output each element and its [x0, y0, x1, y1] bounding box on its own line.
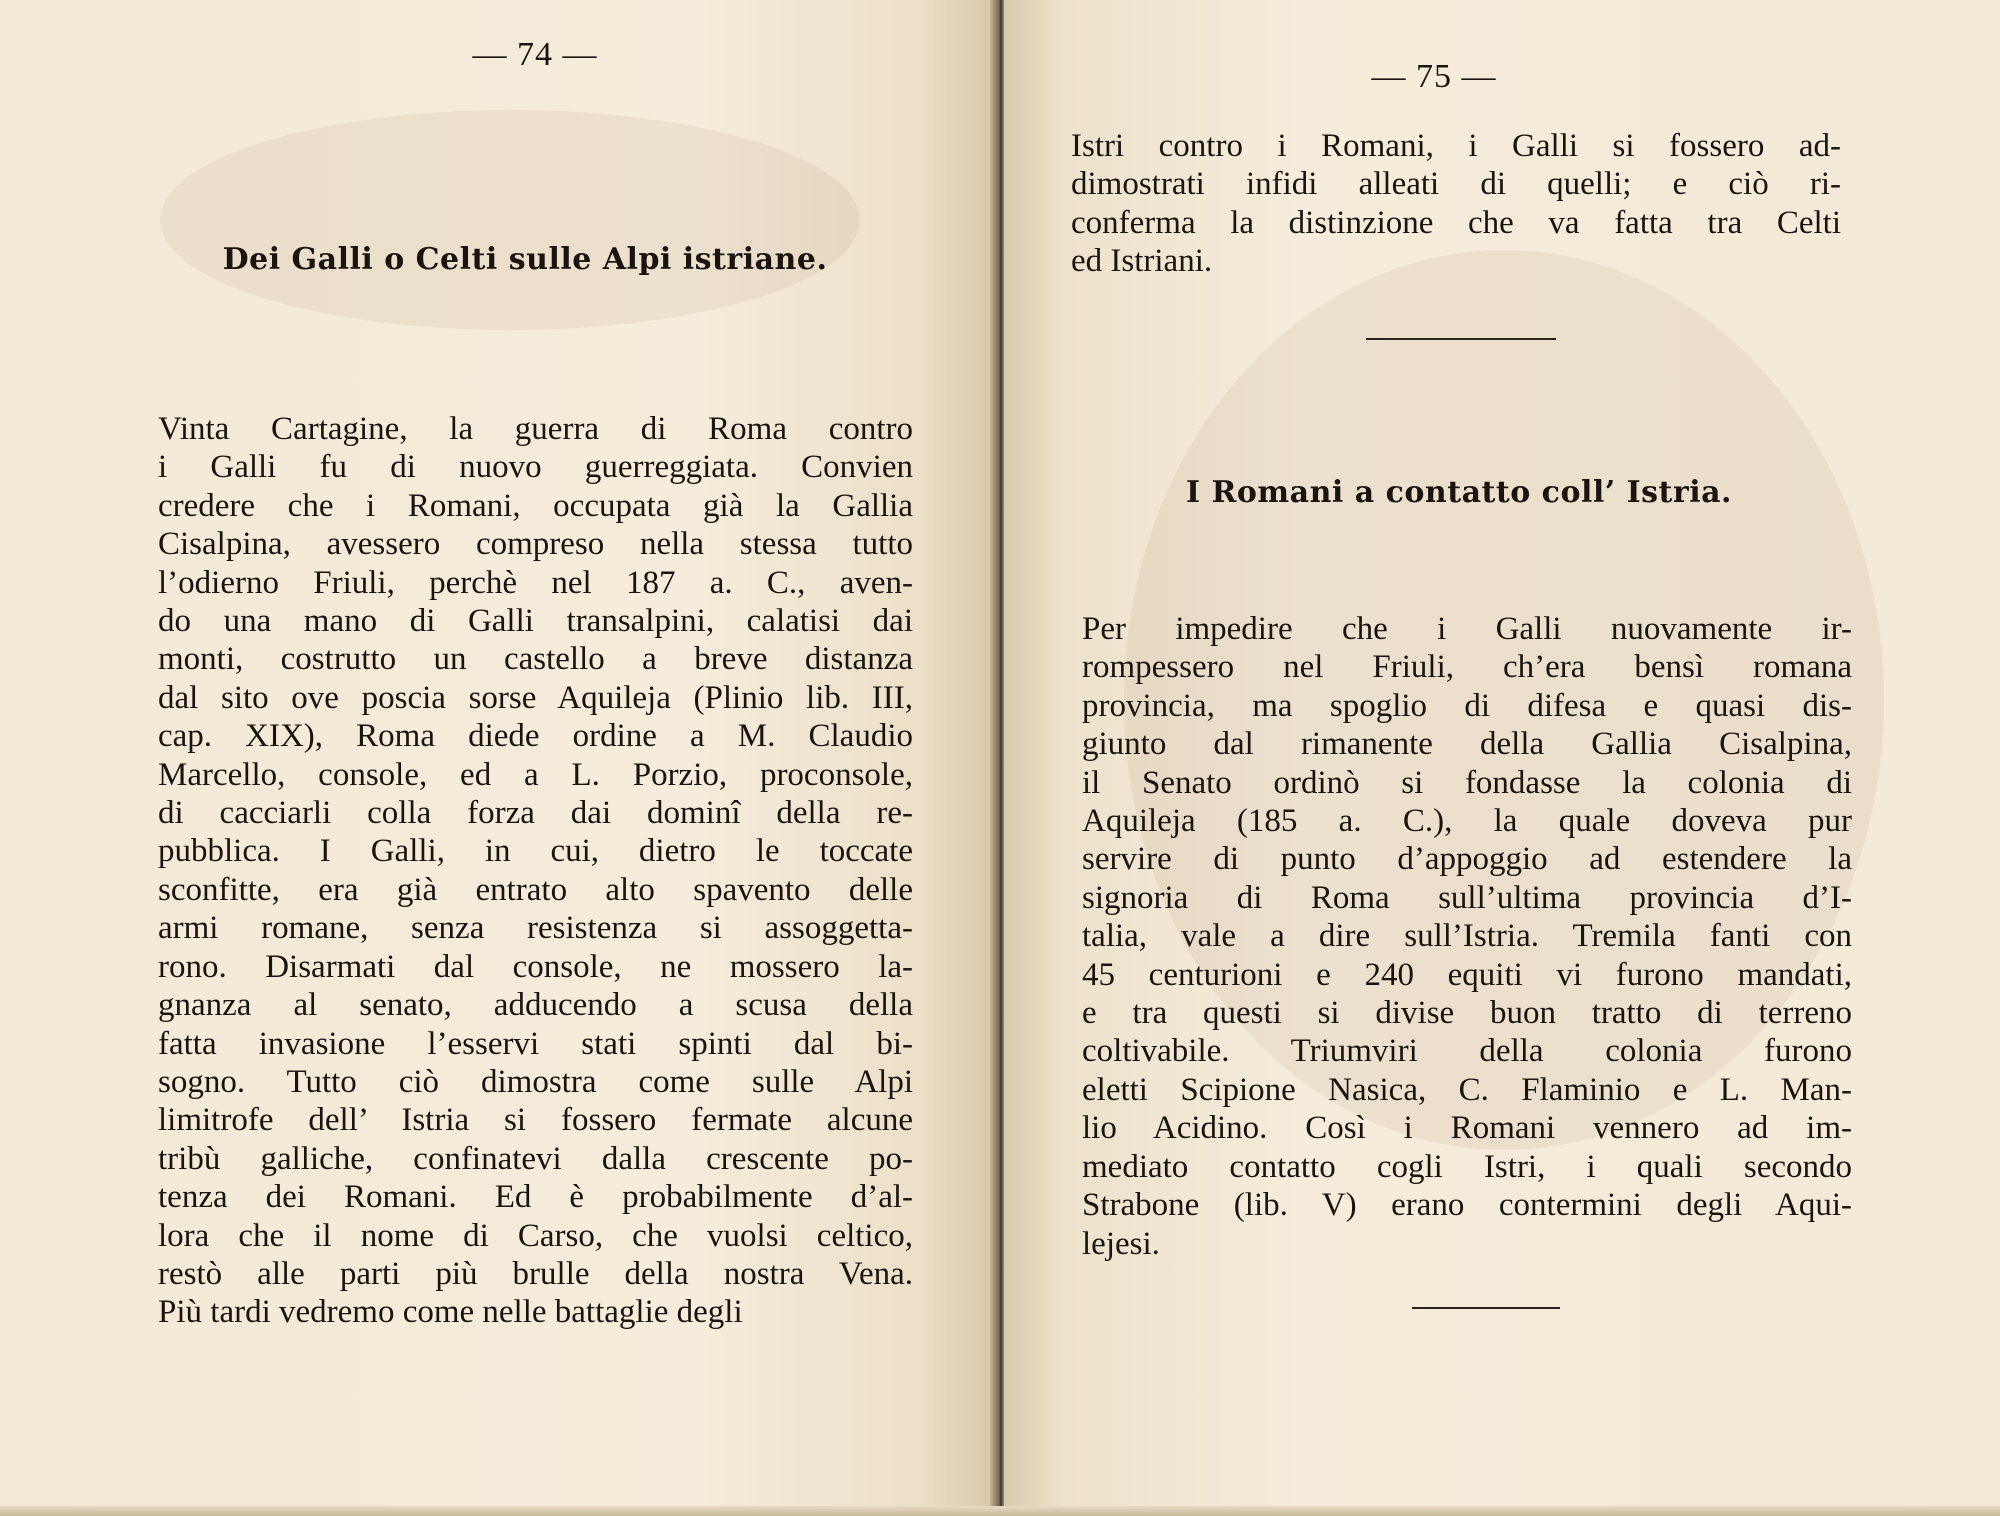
chapter-heading-right: I Romani a contatto coll’ Istria.: [1185, 475, 1732, 510]
text-line: armi romane, senza resistenza si assoggetta-: [158, 910, 913, 947]
continuation-text: [1071, 127, 1841, 281]
text-line: 45 centurioni e 240 equiti vi furono mandati,: [1082, 956, 1852, 993]
text-line: giunto dal rimanente della Gallia Cisalpina,: [1082, 726, 1852, 763]
text-line: Cisalpina, avessero compreso nella stessa tutto: [158, 526, 913, 563]
text-line: l’odierno Friuli, perchè nel 187 a. C., aven-: [158, 564, 913, 601]
text-line: credere che i Romani, occupata già la Gallia: [158, 487, 913, 524]
text-line: dimostrati infidi alleati di quelli; e ciò ri-: [1071, 166, 1841, 203]
right-page: [1004, 0, 2000, 1516]
page-bottom-edge: [0, 1506, 2000, 1516]
text-line: dal sito ove poscia sorse Aquileja (Plinio lib. III,: [158, 679, 913, 716]
text-line: coltivabile. Triumviri della colonia furono: [1082, 1033, 1852, 1070]
text-line: restò alle parti più brulle della nostra Vena.: [158, 1255, 913, 1292]
text-line: Istri contro i Romani, i Galli si fossero ad-: [1071, 128, 1841, 164]
text-line: Marcello, console, ed a L. Porzio, proconsole,: [158, 756, 913, 793]
text-line: Per impedire che i Galli nuovamente ir-: [1082, 611, 1852, 647]
text-line: limitrofe dell’ Istria si fossero fermate alcune: [158, 1102, 913, 1139]
page-number-left: — 74 —: [472, 36, 598, 73]
text-line: il Senato ordinò si fondasse la colonia di: [1082, 764, 1852, 801]
left-body-text: [158, 410, 913, 1332]
text-line: tribù galliche, confinatevi dalla crescente po-: [158, 1140, 913, 1177]
text-line: Aquileja (185 a. C.), la quale doveva pur: [1082, 803, 1852, 840]
show-through-stain: [160, 110, 860, 330]
text-line: Più tardi vedremo come nelle battaglie degli: [158, 1294, 743, 1331]
text-line: i Galli fu di nuovo guerreggiata. Convien: [158, 449, 913, 486]
text-line: do una mano di Galli transalpini, calatisi dai: [158, 603, 913, 640]
text-line: ed Istriani.: [1071, 243, 1213, 280]
text-line: tenza dei Romani. Ed è probabilmente d’al-: [158, 1179, 913, 1216]
text-line: fatta invasione l’esservi stati spinti dal bi-: [158, 1025, 913, 1062]
section-divider-bottom: [1412, 1307, 1560, 1309]
text-line: mediato contatto cogli Istri, i quali secondo: [1082, 1148, 1852, 1185]
left-page: [0, 0, 996, 1516]
text-line: servire di punto d’appoggio ad estendere la: [1082, 841, 1852, 878]
text-line: lejesi.: [1082, 1225, 1160, 1262]
text-line: eletti Scipione Nasica, C. Flaminio e L. Man-: [1082, 1071, 1852, 1108]
text-line: sconfitte, era già entrato alto spavento delle: [158, 871, 913, 908]
text-line: rompessero nel Friuli, ch’era bensì romana: [1082, 649, 1852, 686]
text-line: monti, costrutto un castello a breve distanza: [158, 641, 913, 678]
text-line: provincia, ma spoglio di difesa e quasi dis-: [1082, 687, 1852, 724]
text-line: lora che il nome di Carso, che vuolsi celtico,: [158, 1217, 913, 1254]
page-number-right: — 75 —: [1371, 58, 1497, 95]
text-line: conferma la distinzione che va fatta tra Celti: [1071, 204, 1841, 241]
chapter-heading-left: Dei Galli o Celti sulle Alpi istriane.: [222, 242, 828, 277]
text-line: sogno. Tutto ciò dimostra come sulle Alpi: [158, 1063, 913, 1100]
text-line: signoria di Roma sull’ultima provincia d’I-: [1082, 879, 1852, 916]
text-line: lio Acidino. Così i Romani vennero ad im-: [1082, 1110, 1852, 1147]
text-line: di cacciarli colla forza dai dominî della re-: [158, 795, 913, 832]
text-line: gnanza al senato, adducendo a scusa della: [158, 987, 913, 1024]
text-line: Vinta Cartagine, la guerra di Roma contro: [158, 411, 913, 447]
text-line: cap. XIX), Roma diede ordine a M. Claudio: [158, 718, 913, 755]
right-body-text: [1082, 610, 1852, 1263]
text-line: rono. Disarmati dal console, ne mossero la-: [158, 948, 913, 985]
text-line: pubblica. I Galli, in cui, dietro le toccate: [158, 833, 913, 870]
text-line: talia, vale a dire sull’Istria. Tremila fanti con: [1082, 918, 1852, 955]
text-line: Strabone (lib. V) erano contermini degli Aqui-: [1082, 1187, 1852, 1224]
text-line: e tra questi si divise buon tratto di terreno: [1082, 995, 1852, 1032]
section-divider-top: [1366, 338, 1556, 340]
